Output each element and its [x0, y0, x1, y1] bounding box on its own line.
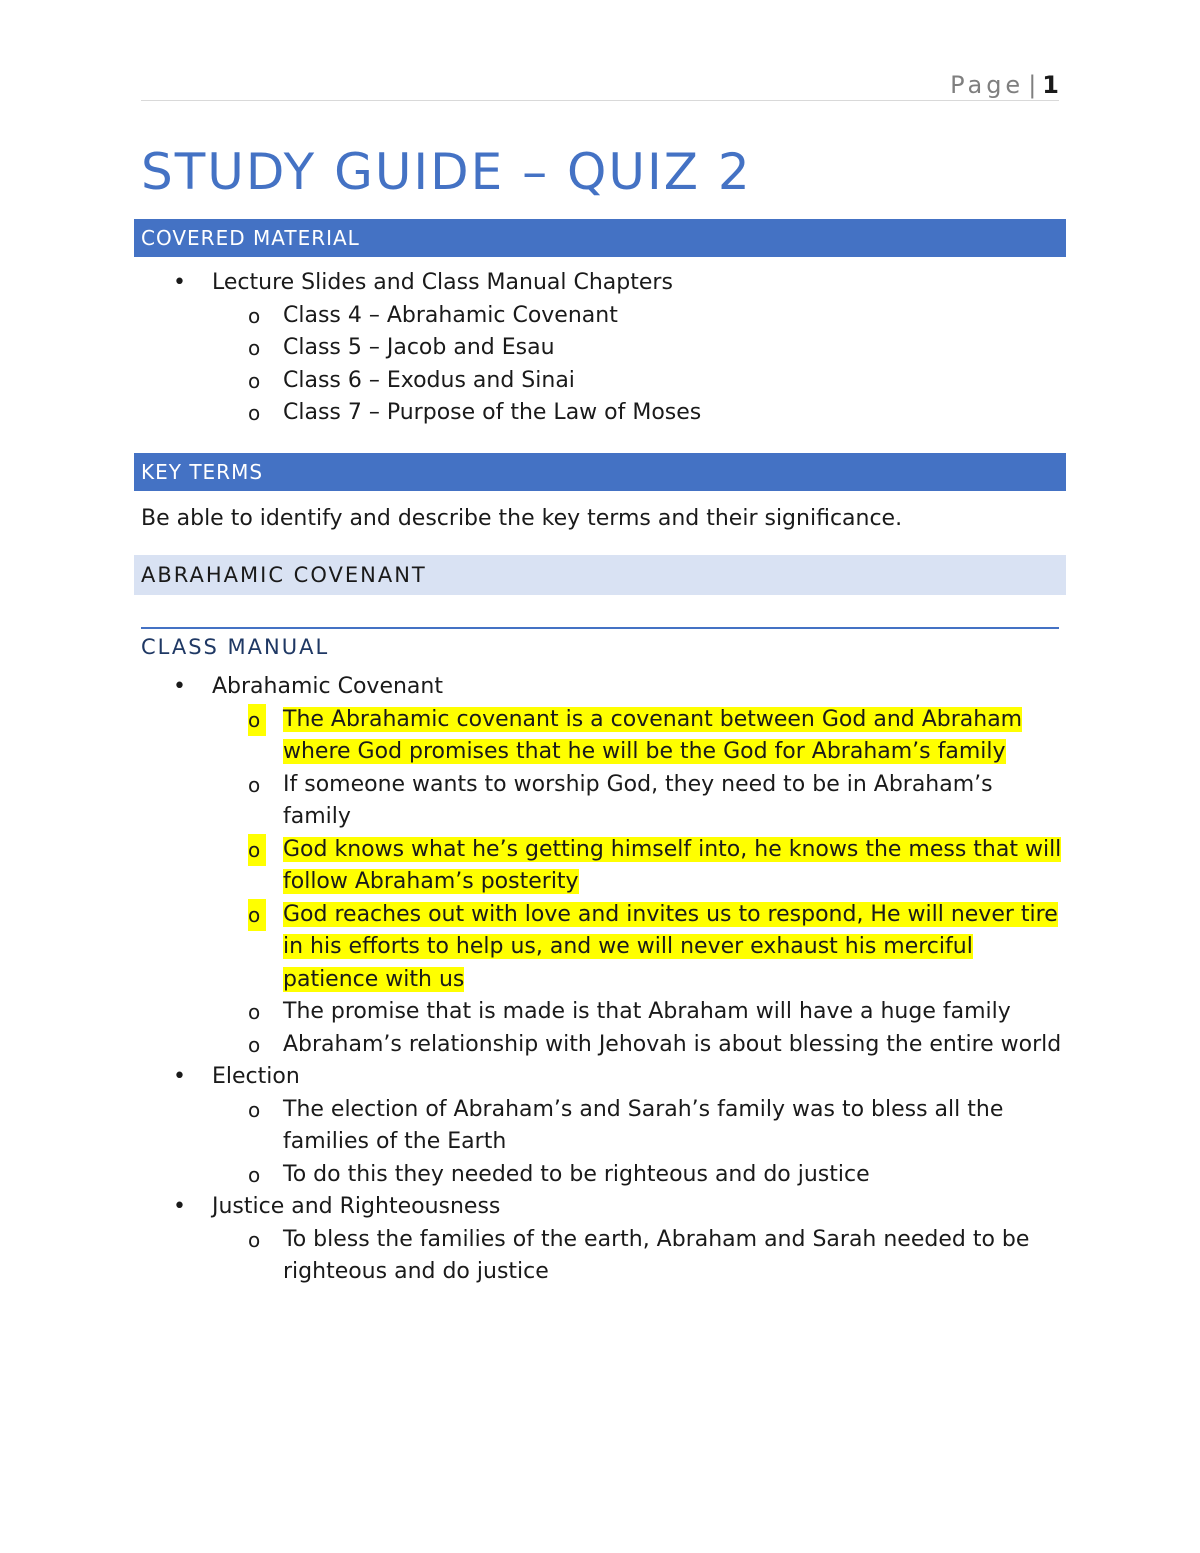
bullet-icon: •	[173, 1064, 186, 1089]
list-item	[0, 834, 1063, 899]
list-item: o The election of Abraham’s and Sarah’s family was to bless all the families of the Earth	[0, 1094, 1063, 1159]
sub-bullet-icon: o	[248, 336, 261, 360]
page-header	[141, 70, 1059, 101]
list-item	[0, 899, 1063, 997]
list-item: o To do this they needed to be righteous and do justice	[0, 1159, 1063, 1192]
sub-bullet-icon: o	[248, 772, 261, 797]
subheading-rule	[141, 627, 1059, 629]
covered-material-list	[0, 267, 1200, 430]
sub-bullet-icon: o	[248, 1162, 261, 1187]
list-item: • Justice and Righteousness	[0, 1191, 1200, 1224]
sub-bullet-icon: o	[248, 834, 266, 867]
highlighted-text: God reaches out with love and invites us to respond, He will never tire in his efforts to help us, and we will never exhaust his merciful patience with us	[283, 901, 1058, 992]
sub-bullet-icon: o	[248, 704, 266, 737]
bullet-icon: •	[173, 270, 186, 295]
list-item: o To bless the families of the earth, Abraham and Sarah needed to be righteous and do justice	[0, 1224, 1063, 1289]
key-terms-heading: KEY TERMS	[134, 453, 1066, 491]
page-separator: |	[1028, 71, 1037, 99]
list-item: • Abrahamic Covenant	[0, 671, 1200, 704]
sub-bullet-icon: o	[248, 899, 266, 932]
section-heading: ABRAHAMIC COVENANT	[134, 555, 1066, 595]
list-item: • Election	[0, 1061, 1200, 1094]
bullet-icon: •	[173, 1194, 186, 1219]
list-item: o Class 5 – Jacob and Esau	[0, 332, 1063, 365]
sub-bullet-icon: o	[248, 303, 261, 328]
sub-bullet-icon: o	[248, 1097, 261, 1122]
class-manual-subheading: CLASS MANUAL	[141, 635, 330, 659]
highlighted-text: God knows what he’s getting himself into, he knows the mess that will follow Abraham’s posterity	[283, 836, 1062, 894]
key-terms-instruction: Be able to identify and describe the key terms and their significance.	[141, 506, 903, 531]
class-manual-list	[0, 671, 1200, 1289]
list-item: o Class 7 – Purpose of the Law of Moses	[0, 397, 1063, 430]
page-label: Page	[950, 71, 1025, 99]
document-title: STUDY GUIDE – QUIZ 2	[141, 143, 752, 201]
list-item: o Class 4 – Abrahamic Covenant	[0, 300, 1063, 333]
list-item: o Class 6 – Exodus and Sinai	[0, 365, 1063, 398]
list-item: o Abraham’s relationship with Jehovah is about blessing the entire world	[0, 1029, 1063, 1062]
sub-bullet-icon: o	[248, 1227, 261, 1252]
sub-bullet-icon: o	[248, 1032, 261, 1057]
list-item: o If someone wants to worship God, they need to be in Abraham’s family	[0, 769, 1063, 834]
sub-bullet-icon: o	[248, 401, 261, 425]
sub-bullet-icon: o	[248, 368, 261, 393]
list-item: o The promise that is made is that Abraham will have a huge family	[0, 996, 1063, 1029]
sub-bullet-icon: o	[248, 1000, 261, 1024]
highlighted-text: The Abrahamic covenant is a covenant between God and Abraham where God promises that he will be the God for Abraham’s family	[283, 706, 1023, 764]
list-item: • Lecture Slides and Class Manual Chapters	[0, 267, 1200, 300]
bullet-icon: •	[173, 674, 186, 699]
covered-material-heading: COVERED MATERIAL	[134, 219, 1066, 257]
list-item	[0, 704, 1063, 769]
page-number: 1	[1042, 71, 1059, 99]
